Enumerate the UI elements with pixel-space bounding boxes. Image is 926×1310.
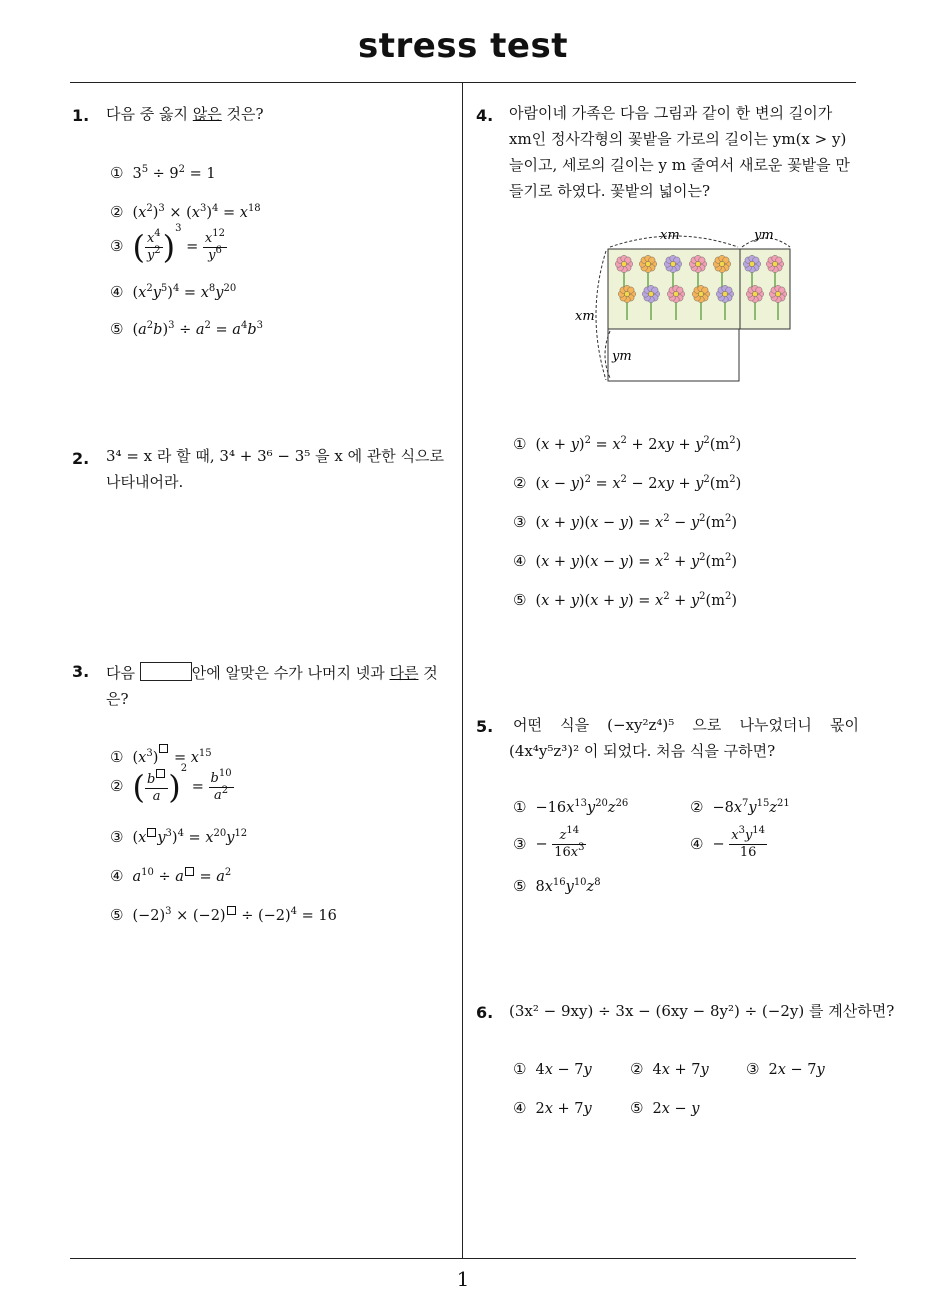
flower-center <box>775 291 780 296</box>
q6-option-5[interactable]: ⑤ 2x − y <box>630 1099 700 1117</box>
answer-blank-box <box>140 662 192 681</box>
question-text: 다음 중 옳지 않은 것은? <box>106 105 264 123</box>
question-number: 6. <box>476 1003 494 1022</box>
flower-center <box>698 291 703 296</box>
q5-option-1[interactable]: ① $-16x^{13}y^{20}z^{26}$ <box>513 798 629 816</box>
q6-option-3[interactable]: ③ 2x − 7y <box>746 1060 825 1078</box>
flower-center <box>624 291 629 296</box>
q6-option-1[interactable]: ① 4x − 7y <box>513 1060 592 1078</box>
q1-option-1[interactable]: ① $3^5 \div 9^2 = 1$ <box>110 164 216 182</box>
question-text: (3x² − 9xy) ÷ 3x − (6xy − 8y²) ÷ (−2y) 를 계산하면? <box>509 1002 895 1020</box>
q3-option-5[interactable]: ⑤ $(-2)^3 \times (-2) \div (-2)^4 = 16$ <box>110 906 337 924</box>
q1-option-5[interactable]: ⑤ $(a^2b)^3 \div a^2 = a^4b^3$ <box>110 320 263 338</box>
question-number: 4. <box>476 106 494 125</box>
q6-option-4[interactable]: ④ 2x + 7y <box>513 1099 592 1117</box>
q4-option-5[interactable]: ⑤ $(x + y)(x + y) = x^2 + y^2(m^2)$ <box>513 591 737 609</box>
q5-option-4[interactable]: ④ − $\frac{x^3y^{14}}{16}$ <box>690 825 766 860</box>
page-number: 1 <box>456 1267 470 1291</box>
q5-option-3[interactable]: ③ − $\frac{z^{14}}{16x^3}$ <box>513 825 585 860</box>
flower-center <box>722 291 727 296</box>
flower-center <box>772 261 777 266</box>
label-top-x: xm <box>660 228 680 243</box>
flower-center <box>673 291 678 296</box>
q3-option-2[interactable]: ② ( $\frac{b}{a}$ )$^2$ = $\frac{b^{10}}{a^2}$ <box>110 763 232 806</box>
q3-option-4[interactable]: ④ $a^{10} \div a = a^2$ <box>110 867 232 885</box>
question-text: 다음 안에 알맞은 수가 나머지 넷과 다른 것은? <box>106 664 438 708</box>
q3-option-1[interactable]: ① $(x^3) = x^{15}$ <box>110 744 212 766</box>
question-text: 3⁴ = x 라 할 때, 3⁴ + 3⁶ − 3⁵ 을 x 에 관한 식으로 나타내어라. <box>106 447 445 491</box>
question-text: 아람이네 가족은 다음 그림과 같이 한 변의 길이가 xm인 정사각형의 꽃밭을 가로의 길이는 ym(x > y) 늘이고, 세로의 길이는 y m 줄여서 새로운 꽃밭을 만들기로 하였다. 꽃밭의 넓이는? <box>509 104 850 200</box>
question-number: 5. <box>476 717 494 736</box>
q4-option-2[interactable]: ② $(x - y)^2 = x^2 - 2xy + y^2(m^2)$ <box>513 474 742 492</box>
q3-option-3[interactable]: ③ (x $y^3)^4 = x^{20}y^{12}$ <box>110 828 248 846</box>
q5-option-2[interactable]: ② $-8x^7y^{15}z^{21}$ <box>690 798 790 816</box>
question-number: 1. <box>72 106 90 125</box>
q1-option-3[interactable]: ③ ( $\frac{x^4}{y^2}$ )$^3$ = $\frac{x^{12}}{y^6}$ <box>110 223 225 266</box>
flower-center <box>752 291 757 296</box>
flower-center <box>648 291 653 296</box>
flowerbed-figure <box>560 220 810 390</box>
header-rule <box>70 82 856 83</box>
q1-option-4[interactable]: ④ $(x^2y^5)^4 = x^8y^{20}$ <box>110 283 237 301</box>
footer-rule <box>70 1258 856 1259</box>
label-top-y: ym <box>754 228 774 243</box>
column-divider <box>462 83 463 1259</box>
flower-center <box>670 261 675 266</box>
q6-option-2[interactable]: ② 4x + 7y <box>630 1060 709 1078</box>
question-text-line-1: 어떤 식을 (−xy²z⁴)⁵ 으로 나누었더니 몫이 <box>513 716 859 734</box>
q5-option-5[interactable]: ⑤ $8x^{16}y^{10}z^8$ <box>513 877 601 895</box>
question-number: 2. <box>72 449 90 468</box>
flower-center <box>719 261 724 266</box>
dimension-arc-left-x <box>596 251 606 380</box>
question-text-line-2: (4x⁴y⁵z³)² 이 되었다. 처음 식을 구하면? <box>509 742 776 760</box>
q4-option-4[interactable]: ④ $(x + y)(x - y) = x^2 + y^2(m^2)$ <box>513 552 737 570</box>
label-left-x: xm <box>575 309 595 324</box>
flower-center <box>645 261 650 266</box>
question-number: 3. <box>72 662 90 681</box>
flower-center <box>695 261 700 266</box>
q4-option-1[interactable]: ① $(x + y)^2 = x^2 + 2xy + y^2(m^2)$ <box>513 435 742 453</box>
label-left-y: ym <box>612 349 632 364</box>
flower-center <box>621 261 626 266</box>
page-title: stress test <box>358 26 568 66</box>
q1-option-2[interactable]: ② $(x^2)^3 \times (x^3)^4 = x^{18}$ <box>110 203 261 221</box>
q4-option-3[interactable]: ③ $(x + y)(x - y) = x^2 - y^2(m^2)$ <box>513 513 737 531</box>
flower-center <box>749 261 754 266</box>
